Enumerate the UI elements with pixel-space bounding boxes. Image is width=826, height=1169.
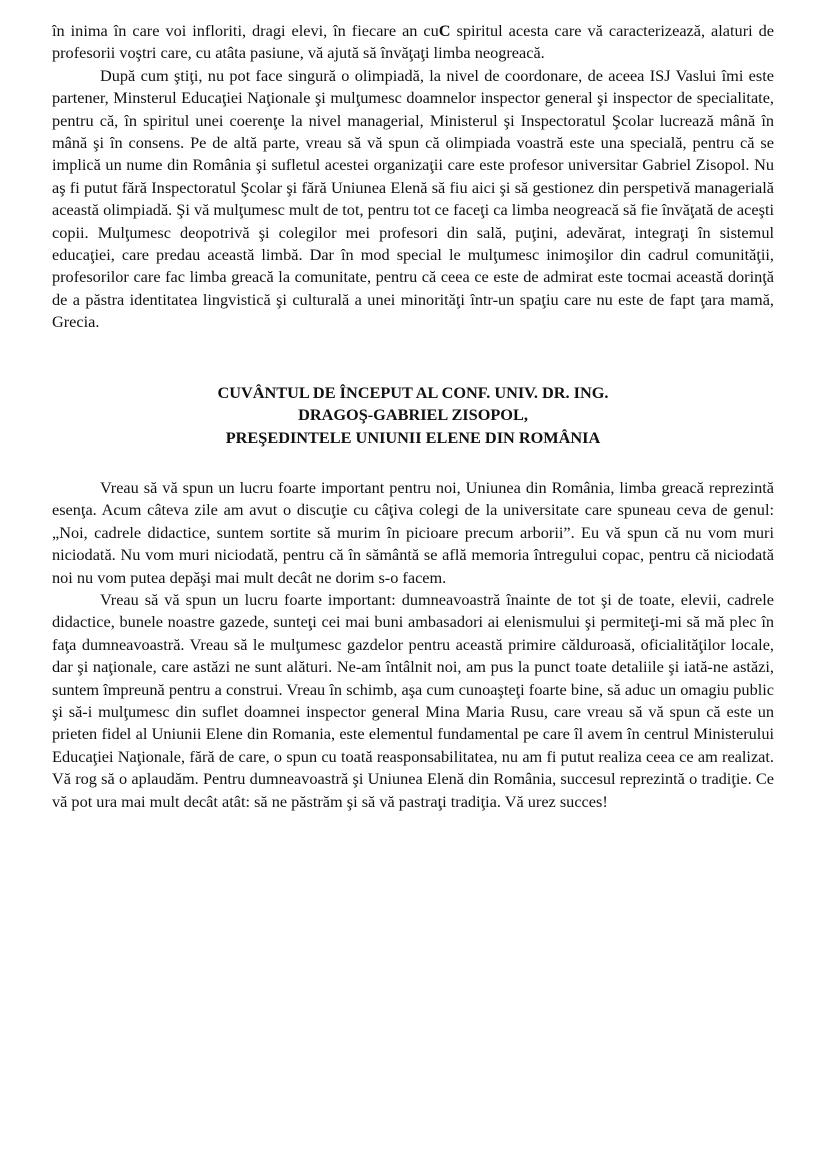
document-page [52, 20, 774, 813]
speech-heading-line-2: DRAGOŞ-GABRIEL ZISOPOL, [298, 405, 528, 425]
intro-text-after: spiritul acesta care vă caracterizează, alaturi de profesorii voştri care, cu atâta pasiune, vă ajută să învăţaţi limba neogreacă. [52, 21, 774, 63]
intro-paragraph-partners: După cum ştiţi, nu pot face singură o olimpiadă, la nivel de coordonare, de aceea ISJ Vaslui îmi este partener, Minsterul Educaţiei Naţionale şi mulţumesc doamnelor inspector general şi inspector de specialitate, pentru că, în spiritul unei coerenţe la nivel managerial, Ministerul şi Inspectoratul Şcolar lucrează mână în mână şi în consens. Pe de altă parte, vreau să vă spun că olimpiada voastră este una specială, pentru că se implică un nume din România şi sufletul acestei organizaţii care este profesor universitar Gabriel Zisopol. Nu aş fi putut fără Inspectoratul Şcolar şi fără Uniunea Elenă să fiu aici şi să gestionez din perspetivă managerială această olimpiadă. Şi vă mulţumesc mult de tot, pentru tot ce faceţi ca limba neogreacă să fie învăţată de aceşti copii. Mulţumesc deopotrivă şi colegilor mei profesori din sală, puţini, adevărat, integraţi în sistemul educaţiei, care predau această limbă. Dar în mod special le mulţumesc inimoşilor din cadrul comunităţii, profesorilor care fac limba greacă la comunitate, pentru că ceea ce este de admirat este tocmai această dorinţă de a păstra identitatea lingvistică şi culturală a unei minorităţi într-un spaţiu care nu este de fapt ţara mamă, Grecia. [52, 65, 774, 332]
speech-heading [52, 382, 774, 449]
intro-bold-letter: C [438, 21, 451, 40]
intro-text-before: în inima în care voi infloriti, dragi elevi, în fiecare an cu [52, 21, 439, 40]
speech-paragraph-1: Vreau să vă spun un lucru foarte important pentru noi, Uniunea din România, limba greacă reprezintă esenţa. Acum câteva zile am avut o discuţie cu câţiva colegi de la universitate care spuneau ceva de genul: „Noi, cadrele didactice, suntem sortite să murim în picioare precum arborii”. Eu vă spun că nu vom muri niciodată. Nu vom muri niciodată, pentru că în sământă se află memoria întregului copac, pentru că niciodată noi nu vom putea depăşi mai mult decât ne dorim s-o facem. [52, 477, 774, 587]
speech-heading-line-1: CUVÂNTUL DE ÎNCEPUT AL CONF. UNIV. DR. ING. [217, 382, 609, 402]
speech-heading-line-3: PREŞEDINTELE UNIUNII ELENE DIN ROMÂNIA [225, 427, 601, 447]
speech-paragraph-2: Vreau să vă spun un lucru foarte important: dumneavoastră înainte de tot şi de toate, elevii, cadrele didactice, bunele noastre gazede, sunteţi cei mai buni ambasadori ai elenismului şi permiteţi-mi să mă plec în faţa dumneavoastră. Vreau să le mulţumesc gazdelor pentru această primire călduroasă, oficialităţilor locale, dar şi naţionale, care astăzi ne sunt alături. Ne-am întâlnit noi, am pus la punct toate detaliile şi iată-ne astăzi, suntem împreună pentru a construi. Vreau în schimb, aşa cum cunoaşteţi foarte bine, să aduc un omagiu public şi să-i mulţumesc din suflet doamnei inspector general Mina Maria Rusu, care vreau să vă spun că este un prieten fidel al Uniunii Elene din Romania, este elementul fundamental pe care îl avem în centrul Ministerului Educaţiei Naţionale, fără de care, o spun cu toată reasponsabilitatea, nu am fi putut realiza ceea ce am realizat. Vă rog să o aplaudăm. Pentru dumneavoastră şi Uniunea Elenă din România, succesul reprezintă o tradiţie. Ce vă pot ura mai mult decât atât: să ne păstrăm şi să vă pastraţi tradiţia. Vă urez succes! [52, 589, 774, 811]
intro-paragraph-continuation [52, 20, 774, 65]
